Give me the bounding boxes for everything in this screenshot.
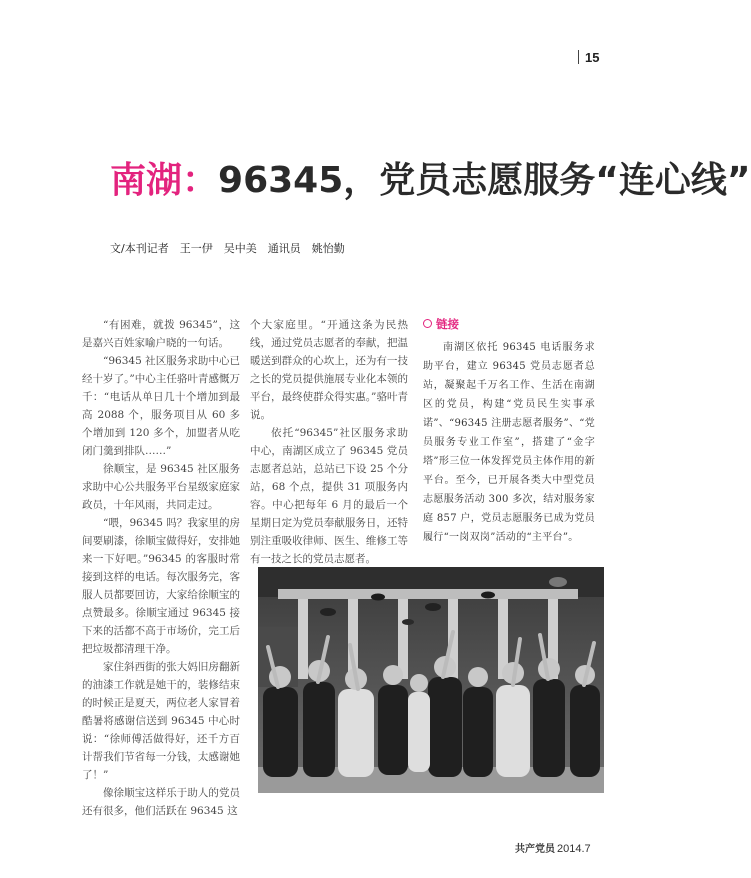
article-column-2: [250, 316, 408, 568]
paragraph: “96345 社区服务求助中心已经十岁了。”中心主任骆叶青感慨万千：“电话从单日几十个增加到最高 2088 个，服务项目从 60 多个增加到 120 多个，加盟者从吃闭门羹到排队……”: [82, 355, 240, 457]
page-number: [578, 50, 599, 65]
link-body: 南湖区依托 96345 电话服务求助平台，建立 96345 党员志愿者总站，凝聚起千万名工作、生活在南湖区的党员，构建“党员民生实事承诺”、“96345 注册志愿者服务”、“党员服务专业工作室”，搭建了“金字塔”形三位一体发挥党员主体作用的新平台。至今，已开展各类大中型党员志愿服务活动 300 多次，结对服务家庭 857 户，党员志愿服务已成为党员履行“一岗双岗”活动的“主平台”。: [423, 342, 595, 543]
title-highlight: 南湖：: [110, 160, 219, 201]
issue-date: 2014.7: [557, 843, 591, 855]
link-heading: [423, 316, 595, 332]
link-sidebar: [423, 316, 595, 547]
paragraph: “喂，96345 吗？我家里的房间要刷漆，徐顺宝做得好，安排她来一下好吧。”96345 的客服时常接到这样的电话。每次服务完，客服人员都要回访，大家给徐顺宝的点赞最多。徐顺宝通过 96345 接下来的活都不高于市场价，完工后把垃圾都清理干净。: [82, 517, 240, 655]
paragraph: 家住斜西街的张大妈旧房翻新的油漆工作就是她干的，装修结束的时候正是夏天，两位老人家冒着酷暑将感谢信送到 96345 中心时说：“徐师傅活做得好，还千方百计帮我们节省每一分钱，太感谢她了！”: [82, 661, 240, 781]
page-number-divider: [578, 50, 579, 64]
link-heading-text: 链接: [436, 317, 459, 331]
magazine-logo: 共产党员: [515, 844, 555, 855]
page-number-text: 15: [585, 50, 600, 65]
volunteer-group-photo: [258, 567, 604, 793]
paragraph: 个大家庭里。“开通这条为民热线，通过党员志愿者的奉献，把温暖送到群众的心坎上，还为有一技之长的党员提供施展专业化本领的平台，最终使群众得实惠。”骆叶青说。: [250, 319, 408, 421]
paragraph: 依托“96345”社区服务求助中心，南湖区成立了 96345 党员志愿者总站，总站已下设 25 个分站，68 个点，提供 31 项服务内容。中心把每年 6 月的最后一个星期日定为党员奉献服务日，还特别注重吸收律师、医生、维修工等有一技之长的党员志愿者。: [250, 427, 408, 565]
paragraph: “有困难，就拨 96345”，这是嘉兴百姓家喻户晓的一句话。: [82, 319, 240, 349]
paragraph: 像徐顺宝这样乐于助人的党员还有很多，他们活跃在 96345 这: [82, 787, 240, 817]
circle-icon: [423, 319, 432, 328]
article-title: [110, 152, 751, 203]
article-column-1: [82, 316, 240, 820]
photo-illustration: [258, 567, 604, 793]
title-rest: 96345，党员志愿服务“连心线”: [218, 160, 751, 201]
page-footer: [515, 840, 591, 855]
byline: 文/本刊记者 王一伊 吴中美 通讯员 姚怡勤: [110, 242, 345, 255]
paragraph: 徐顺宝，是 96345 社区服务求助中心公共服务平台星级家庭家政员，十年风雨，共同走过。: [82, 463, 240, 511]
